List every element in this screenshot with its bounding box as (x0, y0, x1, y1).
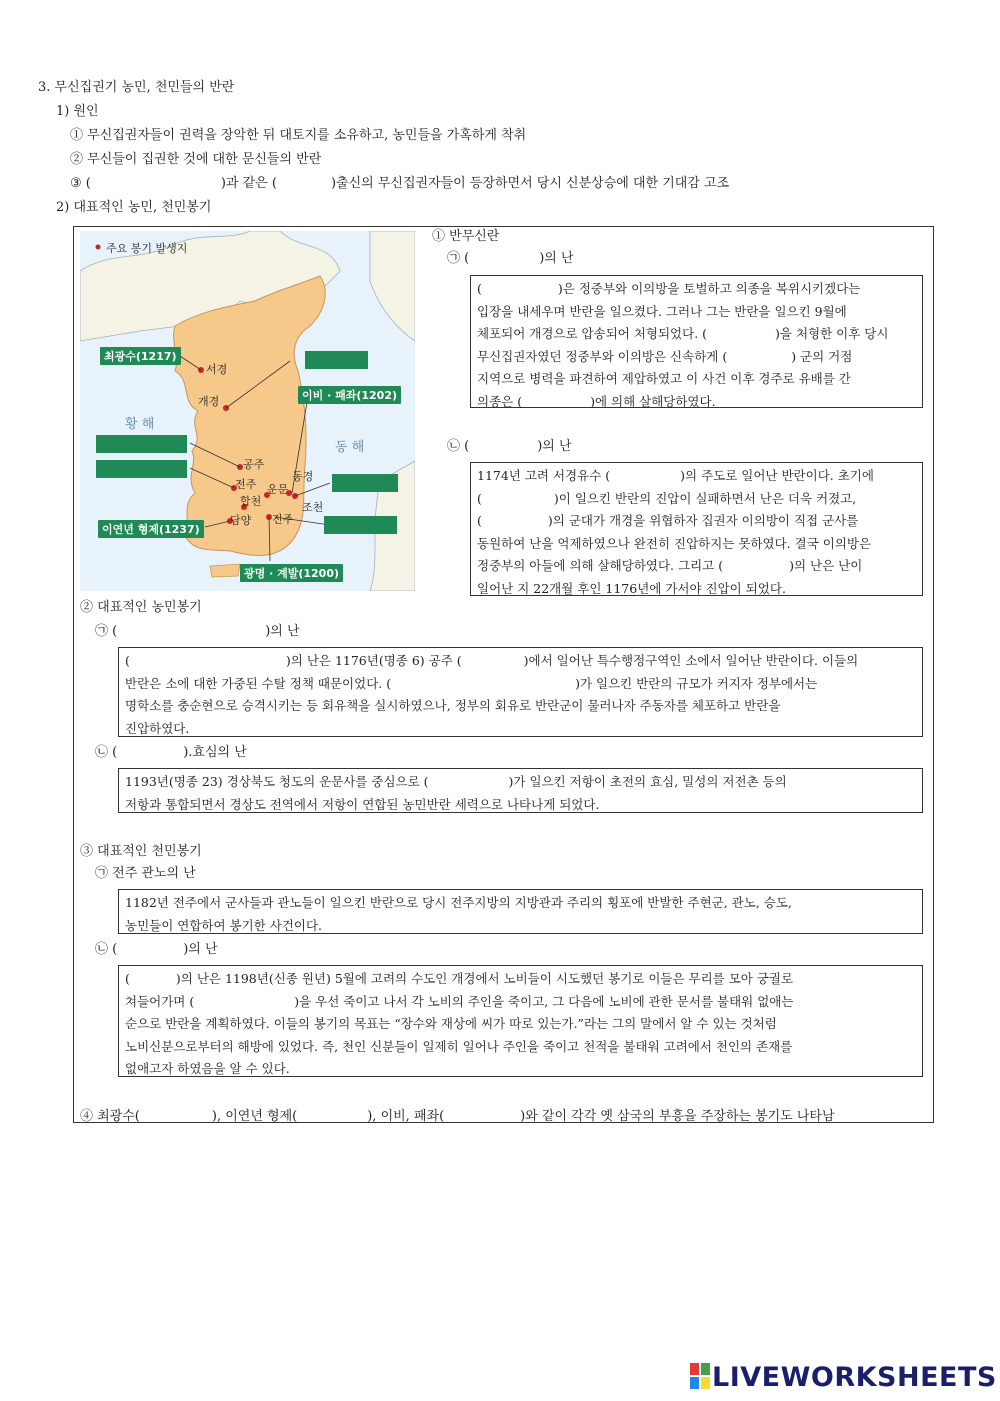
uprising-tag: 이비 · 패좌(1202) (298, 386, 401, 404)
s3-title: ③ 대표적인 천민봉기 (80, 844, 202, 859)
cause-2: ② 무신들이 집권한 것에 대한 문신들의 반란 (70, 152, 322, 167)
cause-title: 1) 원인 (56, 104, 99, 119)
place-label: 전주 (235, 478, 257, 491)
map-legend: 주요 봉기 발생지 (106, 242, 188, 255)
s2-a-title: ㉠ ( )의 난 (95, 624, 300, 639)
s3-b-box: ( )의 난은 1198년(신종 원년) 5월에 고려의 수도인 개경에서 노비들이 시도했던 봉기로 이들은 무리를 모아 궁궐로 쳐들어가며 ( )을 우선 죽이고 나서 각 노비의 주인을 죽이고, 그 다음에 노비에 관한 문서를 불태워 없애는 순으로 반란을 계획하였다. 이들의 봉기의 목표는 “장수와 재상에 씨가 따로 있는가.”라는 그의 말에서 알 수 있는 것처럼 노비신분으로부터의 해방에 있었다. 즉, 천인 신분들이 일제히 일어나 주인을 죽이고 천적을 불태워 고려에서 천인의 존재를 없애고자 하였음을 알 수 있다. (118, 965, 923, 1077)
s3-b-title: ㉡ ( )의 난 (95, 942, 218, 957)
answer-box[interactable] (324, 516, 397, 534)
sea-west-label: 황 해 (125, 417, 155, 432)
cause-1: ① 무신집권자들이 권력을 장악한 뒤 대토지를 소유하고, 농민들을 가혹하게 착취 (70, 128, 527, 143)
answer-box[interactable] (96, 460, 187, 478)
place-label: 운문 (267, 483, 289, 496)
place-label: 합천 (240, 495, 262, 508)
place-label: 서경 (206, 363, 228, 376)
place-label: 진주 (272, 513, 294, 526)
place-label: 조천 (302, 501, 324, 514)
answer-box[interactable] (305, 351, 368, 369)
logo-mark-icon (690, 1363, 710, 1389)
s3-a-box: 1182년 전주에서 군사들과 관노들이 일으킨 반란으로 당시 전주지방의 지방관과 주리의 횡포에 반발한 주현군, 관노, 승도, 농민들이 연합하여 봉기한 사건이다. (118, 889, 923, 934)
s1-b-title: ㉡ ( )의 난 (447, 439, 572, 454)
answer-box[interactable] (96, 435, 187, 453)
liveworksheets-logo: LIVEWORKSHEETS (690, 1362, 997, 1393)
korea-map (80, 231, 415, 591)
uprising-tag: 이연년 형제(1237) (98, 520, 204, 538)
s4-line: ④ 최광수( ), 이연년 형제( ), 이비, 패좌( )와 같이 각각 옛 삼국의 부흥을 주장하는 봉기도 나타남 (80, 1109, 835, 1124)
s2-b-title: ㉡ ( ).효심의 난 (95, 745, 247, 760)
place-label: 동경 (292, 470, 314, 483)
uprising-tag: 최광수(1217) (100, 347, 181, 365)
s3-a-title: ㉠ 전주 관노의 난 (95, 866, 196, 881)
s1-a-box: ( )은 정중부와 이의방을 토벌하고 의종을 복위시키겠다는 입장을 내세우며 반란을 일으켰다. 그러나 그는 반란을 일으킨 9월에 체포되어 개경으로 압송되어 처형되었다. ( )을 처형한 이후 당시 무신집권자였던 정중부와 이의방은 신속하게 ( ) 군의 거점 지역으로 병력을 파견하여 제압하였고 이 사건 이후 경주로 유배를 간 의종은 ( )에 의해 살해당하였다. (470, 275, 923, 408)
rep-title: 2) 대표적인 농민, 천민봉기 (56, 200, 212, 215)
place-label: 개경 (198, 395, 220, 408)
place-label: 공주 (243, 458, 265, 471)
answer-box[interactable] (332, 474, 398, 492)
s2-title: ② 대표적인 농민봉기 (80, 600, 202, 615)
cause-3: ③ ( )과 같은 ( )출신의 무신집권자들이 등장하면서 당시 신분상승에 대한 기대감 고조 (70, 176, 730, 191)
s1-a-title: ㉠ ( )의 난 (447, 251, 574, 266)
s1-b-box: 1174년 고려 서경유수 ( )의 주도로 일어난 반란이다. 초기에 ( )이 일으킨 반란의 진압이 실패하면서 난은 더욱 커졌고, ( )의 군대가 개경을 위협하자 집권자 이의방이 직접 군사를 동원하여 난을 억제하였으나 완전히 진압하지는 못하였다. 결국 이의방은 정중부의 아들에 의해 살해당하였다. 그리고 ( )의 난은 난이 일어난 지 22개월 후인 1176년에 가서야 진압이 되었다. (470, 462, 923, 596)
sea-east-label: 동 해 (335, 440, 365, 455)
section-title: 3. 무신집권기 농민, 천민들의 반란 (38, 80, 235, 95)
s2-a-box: ( )의 난은 1176년(명종 6) 공주 ( )에서 일어난 특수행정구역인 소에서 일어난 반란이다. 이들의 반란은 소에 대한 가중된 수탈 정책 때문이었다. ( )가 일으킨 반란의 규모가 커지자 정부에서는 명학소를 충순현으로 승격시키는 등 회유책을 실시하였으나, 정부의 회유로 반란군이 물러나자 주동자를 체포하고 반란을 진압하였다. (118, 647, 923, 737)
uprising-tag: 광명 · 계발(1200) (240, 564, 343, 582)
s1-title: ① 반무신란 (432, 229, 500, 244)
place-label: 담양 (230, 514, 252, 527)
s2-b-box: 1193년(명종 23) 경상북도 청도의 운문사를 중심으로 ( )가 일으킨 저항이 초전의 효심, 밀성의 저전촌 등의 저항과 통합되면서 경상도 전역에서 저항이 연합된 농민반란 세력으로 나타나게 되었다. (118, 768, 923, 813)
